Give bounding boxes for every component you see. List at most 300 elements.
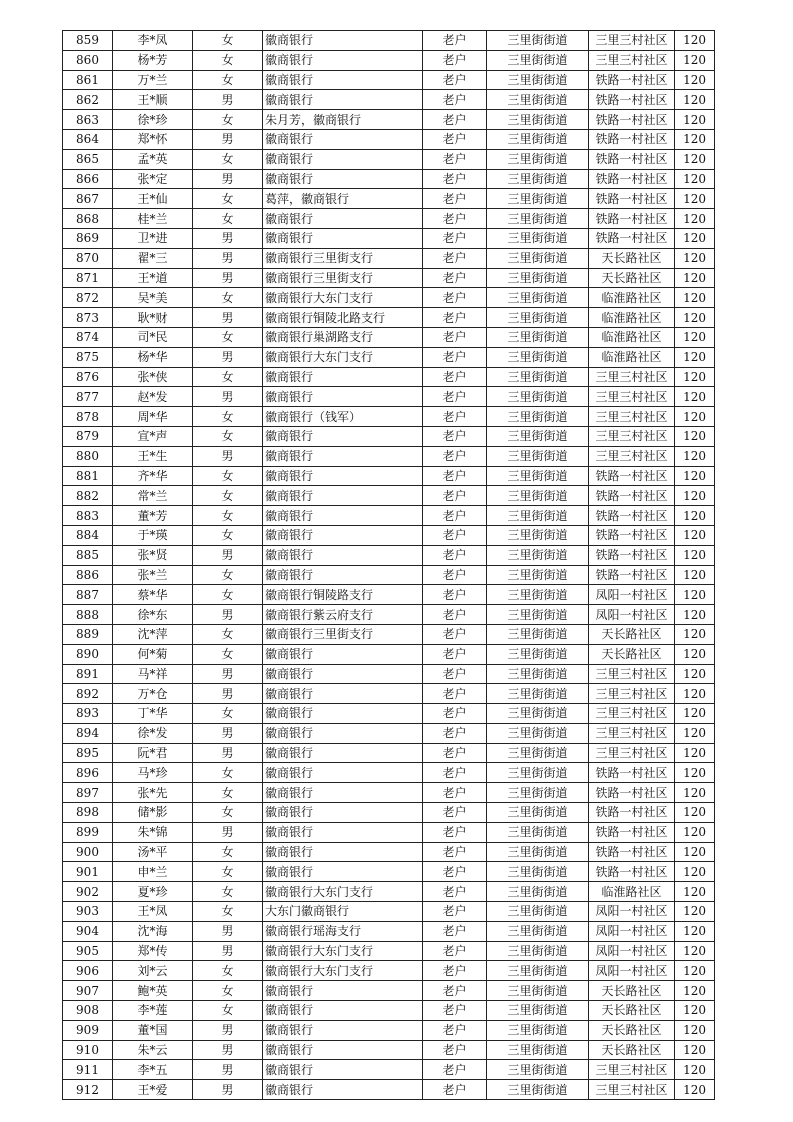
amount-cell: 120	[675, 31, 715, 51]
name-cell: 夏*珍	[113, 882, 193, 902]
bank-cell: 徽商银行	[263, 426, 423, 446]
community-cell: 铁路一村社区	[589, 565, 675, 585]
name-cell: 李*凤	[113, 31, 193, 51]
type-cell: 老户	[423, 803, 487, 823]
bank-cell: 徽商银行	[263, 1001, 423, 1021]
community-cell: 凤阳一村社区	[589, 921, 675, 941]
bank-cell: 徽商银行紫云府支行	[263, 605, 423, 625]
bank-cell: 徽商银行	[263, 1060, 423, 1080]
community-cell: 天长路社区	[589, 248, 675, 268]
bank-cell: 徽商银行三里街支行	[263, 624, 423, 644]
table-row	[63, 129, 715, 149]
table-row	[63, 822, 715, 842]
bank-cell: 徽商银行	[263, 822, 423, 842]
name-cell: 王*爱	[113, 1080, 193, 1100]
name-cell: 申*兰	[113, 862, 193, 882]
index-cell: 901	[63, 862, 113, 882]
gender-cell: 女	[193, 367, 263, 387]
name-cell: 马*珍	[113, 763, 193, 783]
street-cell: 三里街街道	[487, 743, 589, 763]
amount-cell: 120	[675, 1080, 715, 1100]
name-cell: 周*华	[113, 407, 193, 427]
community-cell: 凤阳一村社区	[589, 941, 675, 961]
community-cell: 铁路一村社区	[589, 822, 675, 842]
gender-cell: 男	[193, 921, 263, 941]
name-cell: 桂*兰	[113, 209, 193, 229]
bank-cell: 徽商银行	[263, 644, 423, 664]
name-cell: 宣*声	[113, 426, 193, 446]
type-cell: 老户	[423, 189, 487, 209]
bank-cell: 徽商银行	[263, 545, 423, 565]
street-cell: 三里街街道	[487, 268, 589, 288]
street-cell: 三里街街道	[487, 723, 589, 743]
name-cell: 万*兰	[113, 70, 193, 90]
name-cell: 董*芳	[113, 506, 193, 526]
gender-cell: 男	[193, 1060, 263, 1080]
index-cell: 874	[63, 327, 113, 347]
type-cell: 老户	[423, 624, 487, 644]
bank-cell: 徽商银行大东门支行	[263, 941, 423, 961]
type-cell: 老户	[423, 426, 487, 446]
bank-cell: 徽商银行	[263, 70, 423, 90]
name-cell: 沈*萍	[113, 624, 193, 644]
street-cell: 三里街街道	[487, 70, 589, 90]
table-row	[63, 565, 715, 585]
street-cell: 三里街街道	[487, 387, 589, 407]
type-cell: 老户	[423, 743, 487, 763]
amount-cell: 120	[675, 407, 715, 427]
gender-cell: 女	[193, 902, 263, 922]
name-cell: 蔡*华	[113, 585, 193, 605]
table-row	[63, 862, 715, 882]
name-cell: 朱*云	[113, 1040, 193, 1060]
amount-cell: 120	[675, 862, 715, 882]
gender-cell: 男	[193, 90, 263, 110]
name-cell: 李*莲	[113, 1001, 193, 1021]
type-cell: 老户	[423, 149, 487, 169]
name-cell: 常*兰	[113, 486, 193, 506]
index-cell: 870	[63, 248, 113, 268]
amount-cell: 120	[675, 169, 715, 189]
amount-cell: 120	[675, 189, 715, 209]
community-cell: 铁路一村社区	[589, 803, 675, 823]
type-cell: 老户	[423, 723, 487, 743]
gender-cell: 女	[193, 704, 263, 724]
index-cell: 907	[63, 981, 113, 1001]
gender-cell: 女	[193, 525, 263, 545]
type-cell: 老户	[423, 961, 487, 981]
table-row	[63, 941, 715, 961]
table-row	[63, 644, 715, 664]
name-cell: 司*民	[113, 327, 193, 347]
index-cell: 865	[63, 149, 113, 169]
street-cell: 三里街街道	[487, 1001, 589, 1021]
street-cell: 三里街街道	[487, 466, 589, 486]
street-cell: 三里街街道	[487, 288, 589, 308]
gender-cell: 男	[193, 169, 263, 189]
type-cell: 老户	[423, 288, 487, 308]
community-cell: 三里三村社区	[589, 387, 675, 407]
name-cell: 郑*传	[113, 941, 193, 961]
amount-cell: 120	[675, 1060, 715, 1080]
name-cell: 何*菊	[113, 644, 193, 664]
amount-cell: 120	[675, 525, 715, 545]
street-cell: 三里街街道	[487, 209, 589, 229]
community-cell: 铁路一村社区	[589, 169, 675, 189]
table-row	[63, 585, 715, 605]
name-cell: 齐*华	[113, 466, 193, 486]
index-cell: 900	[63, 842, 113, 862]
street-cell: 三里街街道	[487, 110, 589, 130]
index-cell: 872	[63, 288, 113, 308]
amount-cell: 120	[675, 268, 715, 288]
community-cell: 临淮路社区	[589, 347, 675, 367]
street-cell: 三里街街道	[487, 624, 589, 644]
street-cell: 三里街街道	[487, 803, 589, 823]
bank-cell: 徽商银行	[263, 1040, 423, 1060]
street-cell: 三里街街道	[487, 763, 589, 783]
type-cell: 老户	[423, 783, 487, 803]
street-cell: 三里街街道	[487, 407, 589, 427]
index-cell: 911	[63, 1060, 113, 1080]
table-row	[63, 525, 715, 545]
table-row	[63, 308, 715, 328]
type-cell: 老户	[423, 1020, 487, 1040]
street-cell: 三里街街道	[487, 1060, 589, 1080]
amount-cell: 120	[675, 684, 715, 704]
community-cell: 三里三村社区	[589, 704, 675, 724]
index-cell: 894	[63, 723, 113, 743]
index-cell: 876	[63, 367, 113, 387]
community-cell: 铁路一村社区	[589, 525, 675, 545]
table-row	[63, 327, 715, 347]
community-cell: 三里三村社区	[589, 684, 675, 704]
type-cell: 老户	[423, 862, 487, 882]
amount-cell: 120	[675, 743, 715, 763]
table-row	[63, 803, 715, 823]
gender-cell: 女	[193, 327, 263, 347]
table-row	[63, 545, 715, 565]
gender-cell: 女	[193, 1001, 263, 1021]
community-cell: 临淮路社区	[589, 308, 675, 328]
table-row	[63, 446, 715, 466]
type-cell: 老户	[423, 70, 487, 90]
community-cell: 三里三村社区	[589, 1080, 675, 1100]
type-cell: 老户	[423, 387, 487, 407]
amount-cell: 120	[675, 565, 715, 585]
amount-cell: 120	[675, 704, 715, 724]
type-cell: 老户	[423, 446, 487, 466]
table-row	[63, 149, 715, 169]
type-cell: 老户	[423, 941, 487, 961]
bank-cell: 徽商银行	[263, 90, 423, 110]
street-cell: 三里街街道	[487, 704, 589, 724]
bank-cell: 徽商银行	[263, 743, 423, 763]
table-body	[63, 31, 715, 1100]
amount-cell: 120	[675, 50, 715, 70]
type-cell: 老户	[423, 1080, 487, 1100]
community-cell: 天长路社区	[589, 1040, 675, 1060]
street-cell: 三里街街道	[487, 605, 589, 625]
index-cell: 873	[63, 308, 113, 328]
bank-cell: 徽商银行铜陵北路支行	[263, 308, 423, 328]
table-row	[63, 50, 715, 70]
community-cell: 凤阳一村社区	[589, 605, 675, 625]
name-cell: 张*侠	[113, 367, 193, 387]
community-cell: 三里三村社区	[589, 367, 675, 387]
bank-cell: 徽商银行	[263, 466, 423, 486]
table-row	[63, 367, 715, 387]
street-cell: 三里街街道	[487, 169, 589, 189]
street-cell: 三里街街道	[487, 248, 589, 268]
table-row	[63, 486, 715, 506]
index-cell: 869	[63, 228, 113, 248]
community-cell: 天长路社区	[589, 1001, 675, 1021]
bank-cell: 徽商银行	[263, 31, 423, 51]
gender-cell: 男	[193, 822, 263, 842]
bank-cell: 徽商银行	[263, 565, 423, 585]
amount-cell: 120	[675, 921, 715, 941]
gender-cell: 男	[193, 129, 263, 149]
street-cell: 三里街街道	[487, 90, 589, 110]
name-cell: 卫*进	[113, 228, 193, 248]
index-cell: 896	[63, 763, 113, 783]
name-cell: 徐*发	[113, 723, 193, 743]
street-cell: 三里街街道	[487, 1080, 589, 1100]
community-cell: 三里三村社区	[589, 1060, 675, 1080]
name-cell: 于*瑛	[113, 525, 193, 545]
type-cell: 老户	[423, 545, 487, 565]
street-cell: 三里街街道	[487, 347, 589, 367]
gender-cell: 男	[193, 268, 263, 288]
name-cell: 张*先	[113, 783, 193, 803]
bank-cell: 徽商银行大东门支行	[263, 347, 423, 367]
index-cell: 880	[63, 446, 113, 466]
index-cell: 860	[63, 50, 113, 70]
gender-cell: 男	[193, 446, 263, 466]
community-cell: 铁路一村社区	[589, 763, 675, 783]
amount-cell: 120	[675, 70, 715, 90]
table-row	[63, 961, 715, 981]
table-row	[63, 921, 715, 941]
amount-cell: 120	[675, 981, 715, 1001]
name-cell: 万*仓	[113, 684, 193, 704]
bank-cell: 徽商银行	[263, 1080, 423, 1100]
name-cell: 马*祥	[113, 664, 193, 684]
community-cell: 铁路一村社区	[589, 842, 675, 862]
gender-cell: 女	[193, 466, 263, 486]
bank-cell: 徽商银行（钱军）	[263, 407, 423, 427]
index-cell: 868	[63, 209, 113, 229]
bank-cell: 徽商银行	[263, 506, 423, 526]
gender-cell: 女	[193, 565, 263, 585]
street-cell: 三里街街道	[487, 684, 589, 704]
index-cell: 903	[63, 902, 113, 922]
amount-cell: 120	[675, 644, 715, 664]
beneficiary-table	[62, 30, 715, 1100]
community-cell: 三里三村社区	[589, 407, 675, 427]
name-cell: 郑*怀	[113, 129, 193, 149]
index-cell: 902	[63, 882, 113, 902]
gender-cell: 女	[193, 585, 263, 605]
amount-cell: 120	[675, 882, 715, 902]
community-cell: 天长路社区	[589, 644, 675, 664]
bank-cell: 徽商银行	[263, 723, 423, 743]
gender-cell: 女	[193, 110, 263, 130]
name-cell: 丁*华	[113, 704, 193, 724]
street-cell: 三里街街道	[487, 129, 589, 149]
type-cell: 老户	[423, 129, 487, 149]
amount-cell: 120	[675, 149, 715, 169]
name-cell: 徐*东	[113, 605, 193, 625]
name-cell: 汤*平	[113, 842, 193, 862]
table-row	[63, 387, 715, 407]
gender-cell: 女	[193, 407, 263, 427]
street-cell: 三里街街道	[487, 486, 589, 506]
type-cell: 老户	[423, 842, 487, 862]
index-cell: 884	[63, 525, 113, 545]
index-cell: 862	[63, 90, 113, 110]
gender-cell: 男	[193, 545, 263, 565]
index-cell: 866	[63, 169, 113, 189]
bank-cell: 徽商银行	[263, 446, 423, 466]
gender-cell: 女	[193, 486, 263, 506]
name-cell: 徐*珍	[113, 110, 193, 130]
street-cell: 三里街街道	[487, 327, 589, 347]
amount-cell: 120	[675, 822, 715, 842]
index-cell: 859	[63, 31, 113, 51]
index-cell: 910	[63, 1040, 113, 1060]
community-cell: 铁路一村社区	[589, 506, 675, 526]
street-cell: 三里街街道	[487, 31, 589, 51]
table-row	[63, 1060, 715, 1080]
type-cell: 老户	[423, 486, 487, 506]
type-cell: 老户	[423, 50, 487, 70]
amount-cell: 120	[675, 783, 715, 803]
community-cell: 铁路一村社区	[589, 90, 675, 110]
gender-cell: 女	[193, 862, 263, 882]
bank-cell: 徽商银行大东门支行	[263, 882, 423, 902]
type-cell: 老户	[423, 308, 487, 328]
amount-cell: 120	[675, 209, 715, 229]
name-cell: 吴*美	[113, 288, 193, 308]
bank-cell: 徽商银行	[263, 525, 423, 545]
name-cell: 阮*君	[113, 743, 193, 763]
amount-cell: 120	[675, 961, 715, 981]
street-cell: 三里街街道	[487, 902, 589, 922]
bank-cell: 徽商银行巢湖路支行	[263, 327, 423, 347]
table-row	[63, 605, 715, 625]
type-cell: 老户	[423, 110, 487, 130]
table-row	[63, 1040, 715, 1060]
index-cell: 899	[63, 822, 113, 842]
gender-cell: 男	[193, 941, 263, 961]
bank-cell: 徽商银行	[263, 209, 423, 229]
bank-cell: 徽商银行	[263, 763, 423, 783]
index-cell: 904	[63, 921, 113, 941]
gender-cell: 男	[193, 605, 263, 625]
amount-cell: 120	[675, 308, 715, 328]
gender-cell: 女	[193, 882, 263, 902]
street-cell: 三里街街道	[487, 842, 589, 862]
bank-cell: 徽商银行	[263, 50, 423, 70]
community-cell: 凤阳一村社区	[589, 902, 675, 922]
table-row	[63, 248, 715, 268]
gender-cell: 男	[193, 684, 263, 704]
community-cell: 三里三村社区	[589, 743, 675, 763]
street-cell: 三里街街道	[487, 525, 589, 545]
amount-cell: 120	[675, 248, 715, 268]
index-cell: 882	[63, 486, 113, 506]
table-row	[63, 426, 715, 446]
amount-cell: 120	[675, 367, 715, 387]
index-cell: 906	[63, 961, 113, 981]
table-row	[63, 763, 715, 783]
bank-cell: 徽商银行大东门支行	[263, 288, 423, 308]
community-cell: 凤阳一村社区	[589, 585, 675, 605]
table-row	[63, 1080, 715, 1100]
index-cell: 878	[63, 407, 113, 427]
gender-cell: 女	[193, 763, 263, 783]
type-cell: 老户	[423, 664, 487, 684]
bank-cell: 葛萍，徽商银行	[263, 189, 423, 209]
gender-cell: 男	[193, 1040, 263, 1060]
street-cell: 三里街街道	[487, 189, 589, 209]
amount-cell: 120	[675, 466, 715, 486]
type-cell: 老户	[423, 605, 487, 625]
gender-cell: 男	[193, 1020, 263, 1040]
index-cell: 892	[63, 684, 113, 704]
gender-cell: 女	[193, 644, 263, 664]
amount-cell: 120	[675, 723, 715, 743]
gender-cell: 女	[193, 981, 263, 1001]
amount-cell: 120	[675, 228, 715, 248]
type-cell: 老户	[423, 327, 487, 347]
bank-cell: 徽商银行	[263, 684, 423, 704]
bank-cell: 大东门徽商银行	[263, 902, 423, 922]
street-cell: 三里街街道	[487, 961, 589, 981]
table-row	[63, 288, 715, 308]
amount-cell: 120	[675, 1040, 715, 1060]
index-cell: 905	[63, 941, 113, 961]
table-row	[63, 981, 715, 1001]
gender-cell: 男	[193, 228, 263, 248]
table-row	[63, 228, 715, 248]
bank-cell: 徽商银行瑶海支行	[263, 921, 423, 941]
index-cell: 875	[63, 347, 113, 367]
name-cell: 耿*财	[113, 308, 193, 328]
gender-cell: 女	[193, 288, 263, 308]
name-cell: 翟*三	[113, 248, 193, 268]
street-cell: 三里街街道	[487, 941, 589, 961]
community-cell: 铁路一村社区	[589, 783, 675, 803]
index-cell: 861	[63, 70, 113, 90]
amount-cell: 120	[675, 941, 715, 961]
bank-cell: 徽商银行	[263, 1020, 423, 1040]
street-cell: 三里街街道	[487, 822, 589, 842]
index-cell: 887	[63, 585, 113, 605]
amount-cell: 120	[675, 426, 715, 446]
bank-cell: 徽商银行	[263, 149, 423, 169]
index-cell: 893	[63, 704, 113, 724]
index-cell: 879	[63, 426, 113, 446]
amount-cell: 120	[675, 327, 715, 347]
community-cell: 三里三村社区	[589, 31, 675, 51]
community-cell: 铁路一村社区	[589, 862, 675, 882]
table-row	[63, 882, 715, 902]
table-row	[63, 347, 715, 367]
community-cell: 临淮路社区	[589, 327, 675, 347]
